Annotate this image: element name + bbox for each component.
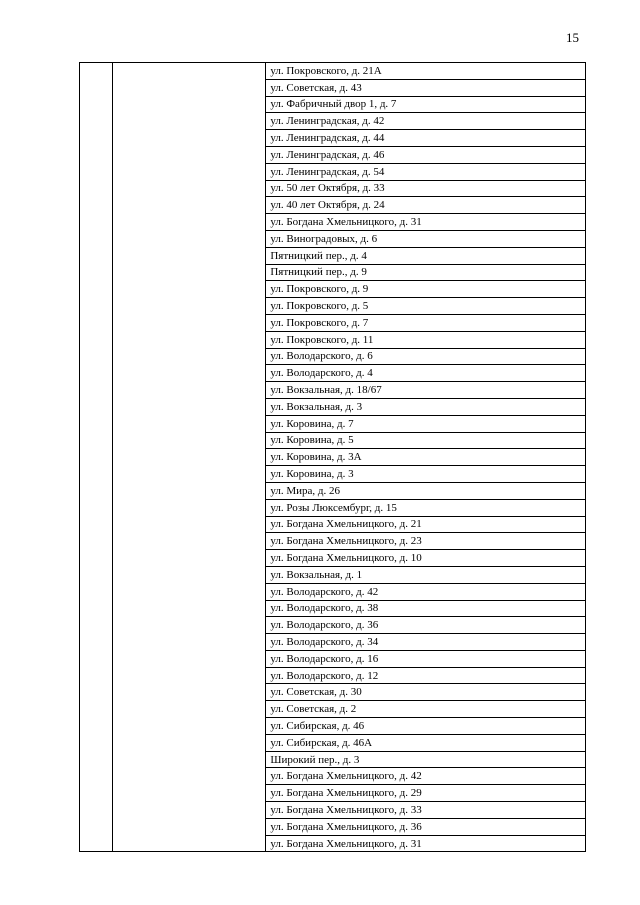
address-cell: ул. Фабричный двор 1, д. 7: [266, 96, 586, 113]
address-cell: ул. Покровского, д. 7: [266, 314, 586, 331]
address-cell: ул. Ленинградская, д. 54: [266, 163, 586, 180]
address-cell: ул. Покровского, д. 5: [266, 298, 586, 315]
address-cell: ул. Володарского, д. 4: [266, 365, 586, 382]
address-cell: ул. Володарского, д. 6: [266, 348, 586, 365]
address-cell: ул. Виноградовых, д. 6: [266, 230, 586, 247]
address-cell: ул. Советская, д. 43: [266, 79, 586, 96]
address-cell: ул. Покровского, д. 11: [266, 331, 586, 348]
address-cell: ул. Розы Люксембург, д. 15: [266, 499, 586, 516]
address-cell: ул. Коровина, д. 5: [266, 432, 586, 449]
address-cell: Широкий пер., д. 3: [266, 751, 586, 768]
address-table-body: [80, 63, 586, 852]
address-cell: ул. Вокзальная, д. 3: [266, 398, 586, 415]
address-cell: ул. Вокзальная, д. 18/67: [266, 382, 586, 399]
address-cell: ул. Богдана Хмельницкого, д. 33: [266, 802, 586, 819]
address-cell: ул. Коровина, д. 3А: [266, 449, 586, 466]
address-cell: ул. Володарского, д. 12: [266, 667, 586, 684]
address-cell: ул. Советская, д. 30: [266, 684, 586, 701]
empty-column-1-cell: [80, 63, 113, 852]
address-cell: ул. Коровина, д. 7: [266, 415, 586, 432]
address-cell: ул. Ленинградская, д. 44: [266, 130, 586, 147]
address-cell: ул. Ленинградская, д. 42: [266, 113, 586, 130]
address-cell: Пятницкий пер., д. 9: [266, 264, 586, 281]
address-cell: ул. Сибирская, д. 46: [266, 718, 586, 735]
empty-column-2-cell: [113, 63, 266, 852]
table-row: [80, 63, 586, 80]
address-cell: ул. Володарского, д. 42: [266, 583, 586, 600]
address-cell: ул. 50 лет Октября, д. 33: [266, 180, 586, 197]
address-cell: ул. Богдана Хмельницкого, д. 21: [266, 516, 586, 533]
page-number: 15: [566, 30, 579, 45]
address-cell: ул. Покровского, д. 21А: [266, 63, 586, 80]
address-cell: ул. Ленинградская, д. 46: [266, 146, 586, 163]
address-cell: ул. Богдана Хмельницкого, д. 10: [266, 550, 586, 567]
address-cell: ул. Мира, д. 26: [266, 482, 586, 499]
address-cell: ул. Володарского, д. 34: [266, 634, 586, 651]
address-cell: ул. Богдана Хмельницкого, д. 42: [266, 768, 586, 785]
address-cell: ул. Богдана Хмельницкого, д. 23: [266, 533, 586, 550]
address-cell: Пятницкий пер., д. 4: [266, 247, 586, 264]
address-cell: ул. Богдана Хмельницкого, д. 31: [266, 214, 586, 231]
address-cell: ул. Сибирская, д. 46А: [266, 734, 586, 751]
address-cell: ул. Богдана Хмельницкого, д. 29: [266, 785, 586, 802]
address-cell: ул. Богдана Хмельницкого, д. 31: [266, 835, 586, 852]
address-table: [79, 62, 586, 852]
address-cell: ул. Володарского, д. 16: [266, 650, 586, 667]
address-cell: ул. Покровского, д. 9: [266, 281, 586, 298]
address-cell: ул. Володарского, д. 38: [266, 600, 586, 617]
address-cell: ул. 40 лет Октября, д. 24: [266, 197, 586, 214]
address-cell: ул. Советская, д. 2: [266, 701, 586, 718]
address-cell: ул. Володарского, д. 36: [266, 617, 586, 634]
address-cell: ул. Вокзальная, д. 1: [266, 566, 586, 583]
address-cell: ул. Коровина, д. 3: [266, 466, 586, 483]
address-cell: ул. Богдана Хмельницкого, д. 36: [266, 818, 586, 835]
